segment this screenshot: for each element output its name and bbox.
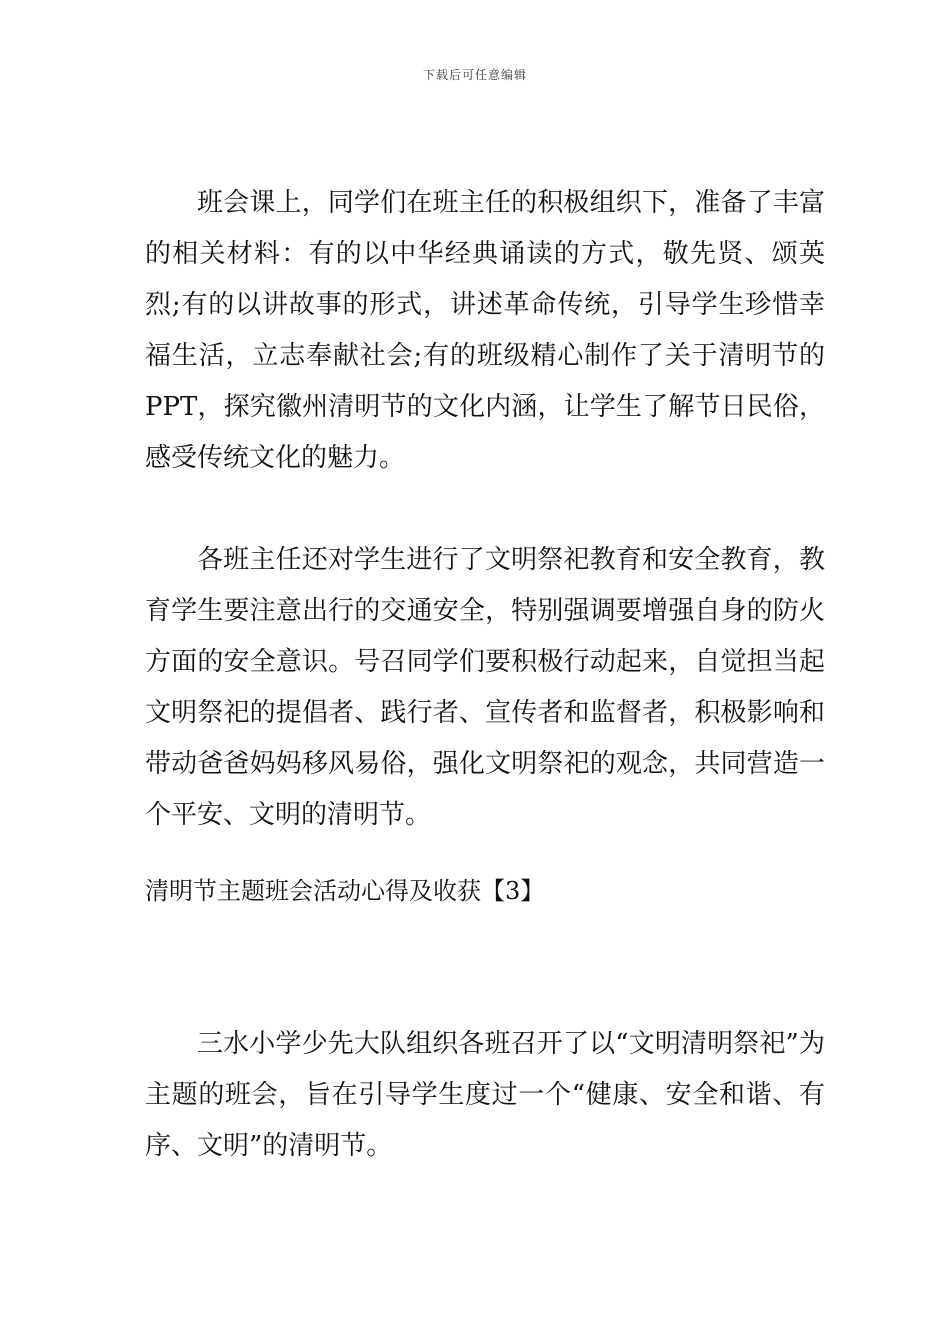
paragraph-sanshui-school: 三水小学少先大队组织各班召开了以“文明清明祭祀”为主题的班会，旨在引导学生度过一个“健康、安全和谐、有序、文明”的清明节。 <box>145 1029 825 1161</box>
section-heading: 清明节主题班会活动心得及收获【3】 <box>145 877 545 905</box>
document-body <box>145 178 825 1172</box>
page-header-note: 下载后可任意编辑 <box>422 68 527 82</box>
paragraph-class-meeting-materials: 班会课上，同学们在班主任的积极组织下，准备了丰富的相关材料：有的以中华经典诵读的方式，敬先贤、颂英烈;有的以讲故事的形式，讲述革命传统，引导学生珍惜幸福生活，立志奉献社会;有的班级精心制作了关于清明节的PPT，探究徽州清明节的文化内涵，让学生了解节日民俗，感受传统文化的魅力。 <box>145 188 825 473</box>
paragraph-safety-education: 各班主任还对学生进行了文明祭祀教育和安全教育，教育学生要注意出行的交通安全，特别强调要增强自身的防火方面的安全意识。号召同学们要积极行动起来，自觉担当起文明祭祀的提倡者、践行者、宣传者和监督者，积极影响和带动爸爸妈妈移风易俗，强化文明祭祀的观念，共同营造一个平安、文明的清明节。 <box>145 545 825 830</box>
